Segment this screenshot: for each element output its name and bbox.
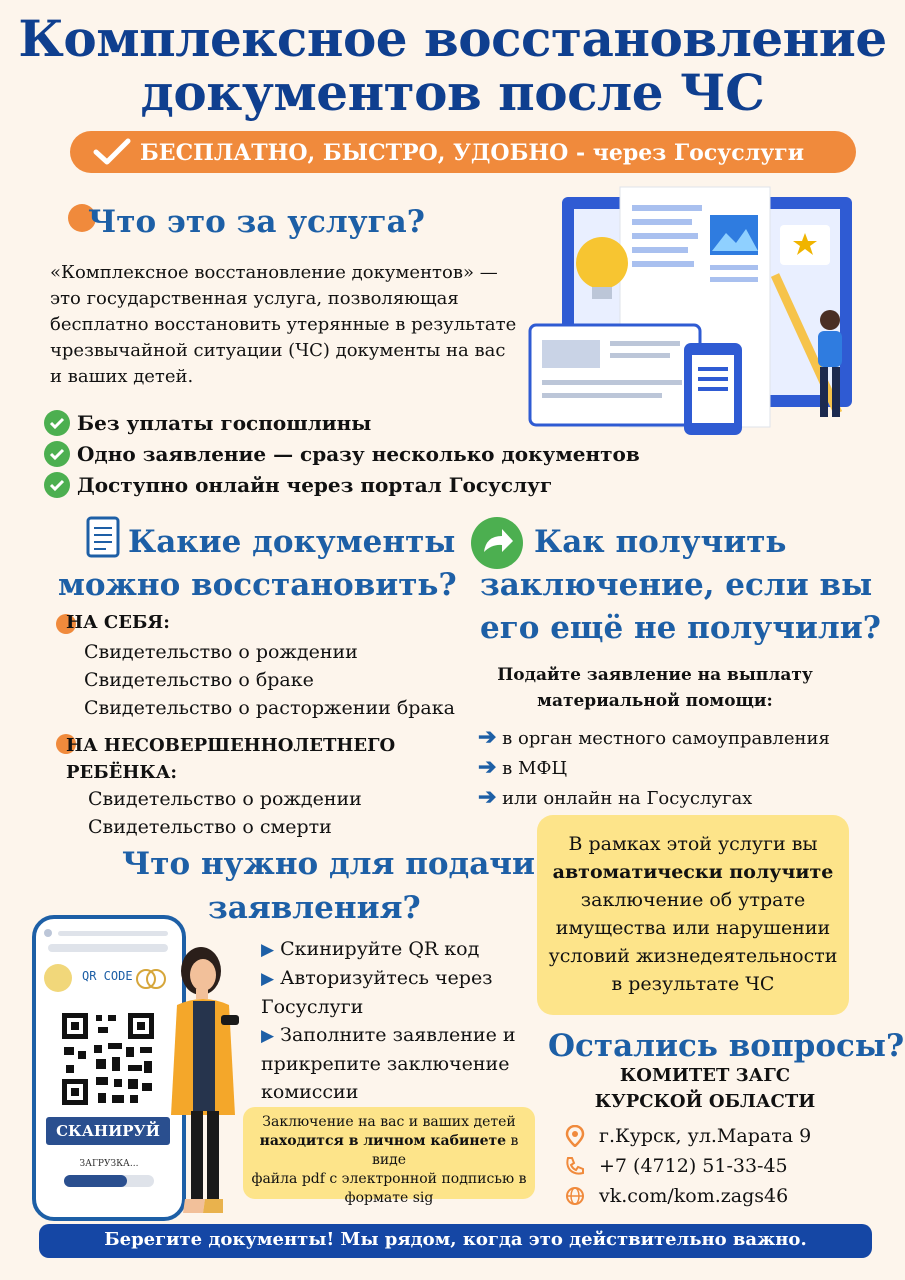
step-label-cont: Госуслуги	[261, 996, 364, 1018]
service-heading: Что это за услуга?	[88, 204, 425, 240]
subheading-line: Подайте заявление на выплату	[497, 665, 813, 685]
arrow-right-icon: ➔	[478, 784, 497, 810]
document-icon	[84, 514, 122, 560]
step-item	[261, 935, 531, 964]
phone-icon	[565, 1156, 585, 1176]
step-label: Авторизуйтесь через	[280, 967, 493, 989]
org-line: КУРСКОЙ ОБЛАСТИ	[594, 1091, 816, 1112]
box-line-bold: автоматически получите	[552, 861, 834, 883]
apply-heading-1: Что нужно для подачи	[122, 846, 535, 882]
list-item: Свидетельство о смерти	[88, 816, 332, 838]
note-line: файла pdf с электронной подписью в	[251, 1171, 527, 1187]
step-label: Скинируйте QR код	[280, 938, 480, 960]
arrow-right-icon: ➔	[478, 754, 497, 780]
list-item: Свидетельство о браке	[84, 669, 314, 691]
service-description: «Комплексное восстановление документов» — это государственная услуга, позволяющая бесплатно восстановить утерянные в результате чрезвычайной ситуации (ЧС) документы на вас и ваших детей.	[50, 262, 517, 387]
contact-address	[565, 1121, 811, 1151]
box-line: в результате ЧС	[611, 973, 775, 995]
check-icon	[92, 137, 132, 167]
contact-list	[565, 1121, 811, 1211]
triangle-right-icon: ▶	[261, 1026, 275, 1046]
step-label-cont: комиссии	[261, 1081, 359, 1103]
web-link[interactable]: vk.com/kom.zags46	[599, 1185, 789, 1207]
rings-icon	[136, 967, 164, 989]
documents-illustration	[520, 185, 855, 440]
step-label: Заполните заявление и	[280, 1024, 516, 1046]
child-label	[66, 732, 395, 786]
note-bold: находится в личном кабинете	[259, 1133, 507, 1149]
footer-text: Берегите документы! Мы рядом, когда это действительно важно.	[104, 1229, 807, 1250]
list-item: Свидетельство о рождении	[84, 641, 358, 663]
globe-icon	[565, 1186, 585, 1206]
location-pin-icon	[565, 1125, 585, 1147]
check-circle-icon	[44, 472, 70, 498]
option-label: или онлайн на Госуслугах	[502, 788, 753, 809]
documents-heading-1: Какие документы	[128, 524, 456, 560]
loading-label: ЗАГРУЗКА...	[79, 1159, 139, 1169]
conclusion-subheading	[480, 662, 830, 714]
note-line: формате sig	[344, 1190, 434, 1206]
qr-code-icon	[56, 1007, 160, 1111]
conclusion-heading-3: его ещё не получили?	[480, 610, 881, 646]
child-label-line: НА НЕСОВЕРШЕННОЛЕТНЕГО	[66, 735, 396, 756]
conclusion-heading-2: заключение, если вы	[480, 567, 873, 603]
feature-list	[44, 407, 640, 500]
triangle-right-icon: ▶	[261, 969, 275, 989]
self-list	[84, 638, 455, 722]
qr-code-label: QR CODE	[82, 969, 133, 983]
box-line: В рамках этой услуги вы	[568, 833, 818, 855]
check-circle-icon	[44, 410, 70, 436]
contact-phone	[565, 1151, 811, 1181]
org-line: КОМИТЕТ ЗАГС	[619, 1065, 791, 1086]
list-item: Свидетельство о рождении	[88, 788, 362, 810]
box-line: имущества или нарушении	[555, 917, 831, 939]
feature-item	[44, 438, 640, 469]
conclusion-heading-1: Как получить	[534, 524, 787, 560]
child-label-line: РЕБЁНКА:	[66, 762, 178, 783]
list-item: Свидетельство о расторжении брака	[84, 697, 455, 719]
step-label-cont: прикрепите заключение	[261, 1053, 510, 1075]
woman-illustration	[163, 945, 248, 1220]
documents-heading-2: можно восстановить?	[58, 567, 457, 603]
title-line-2: документов после ЧС	[140, 63, 765, 122]
banner-text: БЕСПЛАТНО, БЫСТРО, УДОБНО - через Госуслуги	[140, 140, 805, 166]
page-title	[0, 9, 905, 122]
check-circle-icon	[44, 441, 70, 467]
loading-progress-bar	[64, 1175, 154, 1187]
address-text: г.Курск, ул.Марата 9	[599, 1125, 812, 1147]
scan-label: СКАНИРУЙ	[46, 1117, 170, 1145]
arrow-right-icon: ➔	[478, 724, 497, 750]
feature-item	[44, 407, 640, 438]
feature-label: Доступно онлайн через портал Госуслуг	[77, 472, 553, 497]
note-text	[243, 1113, 535, 1208]
step-item	[261, 1021, 531, 1050]
feature-label: Одно заявление — сразу несколько документов	[77, 441, 640, 466]
emblem-icon	[44, 964, 72, 992]
arrow-circle-icon	[470, 516, 524, 570]
child-list	[88, 785, 362, 841]
note-line: Заключение на вас и ваших детей	[262, 1114, 516, 1130]
subheading-line: материальной помощи:	[537, 691, 773, 711]
steps-list	[261, 935, 531, 1106]
box-line: заключение об утрате	[580, 889, 806, 911]
options-list	[478, 723, 830, 813]
note-line	[243, 1132, 535, 1170]
contacts-heading: Остались вопросы?	[548, 1028, 905, 1064]
triangle-right-icon: ▶	[261, 940, 275, 960]
apply-heading-2: заявления?	[208, 890, 421, 926]
org-name	[560, 1063, 850, 1115]
feature-item	[44, 469, 640, 500]
option-item	[478, 753, 830, 783]
box-line: условий жизнедеятельности	[548, 945, 838, 967]
self-label: НА СЕБЯ:	[66, 612, 170, 633]
auto-conclusion-text	[537, 830, 849, 998]
option-label: в орган местного самоуправления	[502, 728, 830, 749]
step-item	[261, 964, 531, 993]
phone-text[interactable]: +7 (4712) 51-33-45	[599, 1155, 788, 1177]
note-rest: в виде	[371, 1133, 519, 1168]
option-label: в МФЦ	[502, 758, 568, 779]
title-line-1: Комплексное восстановление	[18, 9, 887, 68]
feature-label: Без уплаты госпошлины	[77, 410, 372, 435]
option-item	[478, 723, 830, 753]
contact-web	[565, 1181, 811, 1211]
option-item	[478, 783, 830, 813]
